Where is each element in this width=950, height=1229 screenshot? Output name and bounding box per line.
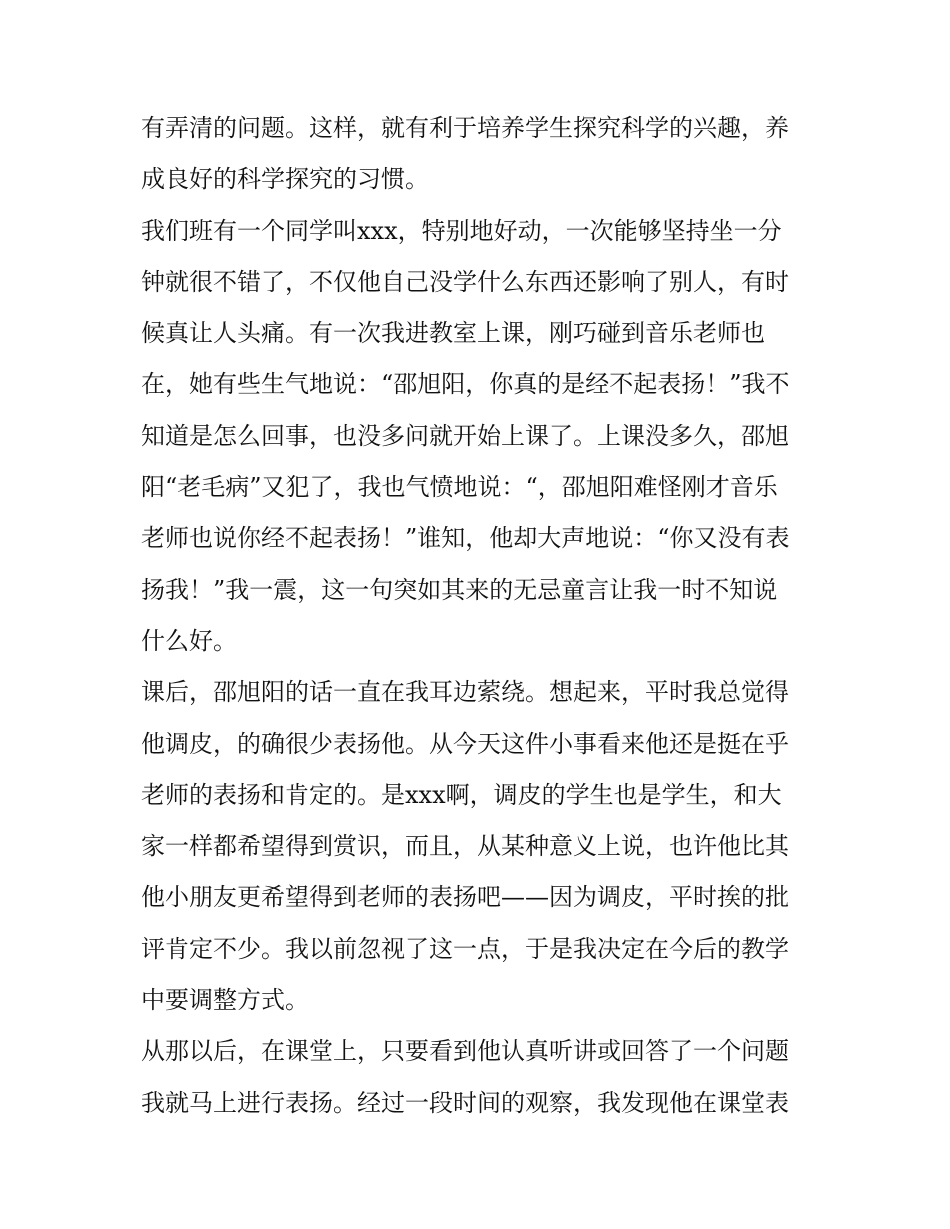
text-line: 成良好的科学探究的习惯。 <box>141 165 429 194</box>
text-line: 课后，邵旭阳的话一直在我耳边萦绕。想起来，平时我总觉得 <box>141 678 789 707</box>
text-line: 我们班有一个同学叫xxx，特别地好动，一次能够坚持坐一分 <box>141 216 782 245</box>
text-line: 老师的表扬和肯定的。是xxx啊，调皮的学生也是学生，和大 <box>141 780 782 809</box>
text-line: 家一样都希望得到赏识，而且，从某种意义上说，也许他比其 <box>141 832 789 861</box>
text-line: 我就马上进行表扬。经过一段时间的观察，我发现他在课堂表 <box>141 1088 789 1117</box>
text-line: 评肯定不少。我以前忽视了这一点，于是我决定在今后的教学 <box>141 934 789 963</box>
text-line: 老师也说你经不起表扬！”谁知，他却大声地说：“你又没有表 <box>141 524 790 553</box>
text-line: 他调皮，的确很少表扬他。从今天这件小事看来他还是挺在乎 <box>141 729 789 758</box>
text-line: 有弄清的问题。这样，就有利于培养学生探究科学的兴趣，养 <box>141 114 789 142</box>
text-line: 扬我！”我一震，这一句突如其来的无忌童言让我一时不知说 <box>141 575 778 604</box>
text-line: 在，她有些生气地说：“邵旭阳，你真的是经不起表扬！”我不 <box>141 370 790 399</box>
text-line: 阳“老毛病”又犯了，我也气愤地说：“，邵旭阳难怪刚才音乐 <box>141 473 778 502</box>
text-line: 什么好。 <box>141 626 237 655</box>
document-body <box>141 103 821 1129</box>
text-line: 知道是怎么回事，也没多问就开始上课了。上课没多久，邵旭 <box>141 421 789 450</box>
text-line: 从那以后，在课堂上，只要看到他认真听讲或回答了一个问题 <box>141 1037 789 1066</box>
text-line: 钟就很不错了，不仅他自己没学什么东西还影响了别人，有时 <box>141 267 789 296</box>
text-line: 候真让人头痛。有一次我进教室上课，刚巧碰到音乐老师也 <box>141 319 765 348</box>
text-line: 他小朋友更希望得到老师的表扬吧——因为调皮，平时挨的批 <box>141 883 789 912</box>
text-line: 中要调整方式。 <box>141 986 309 1015</box>
